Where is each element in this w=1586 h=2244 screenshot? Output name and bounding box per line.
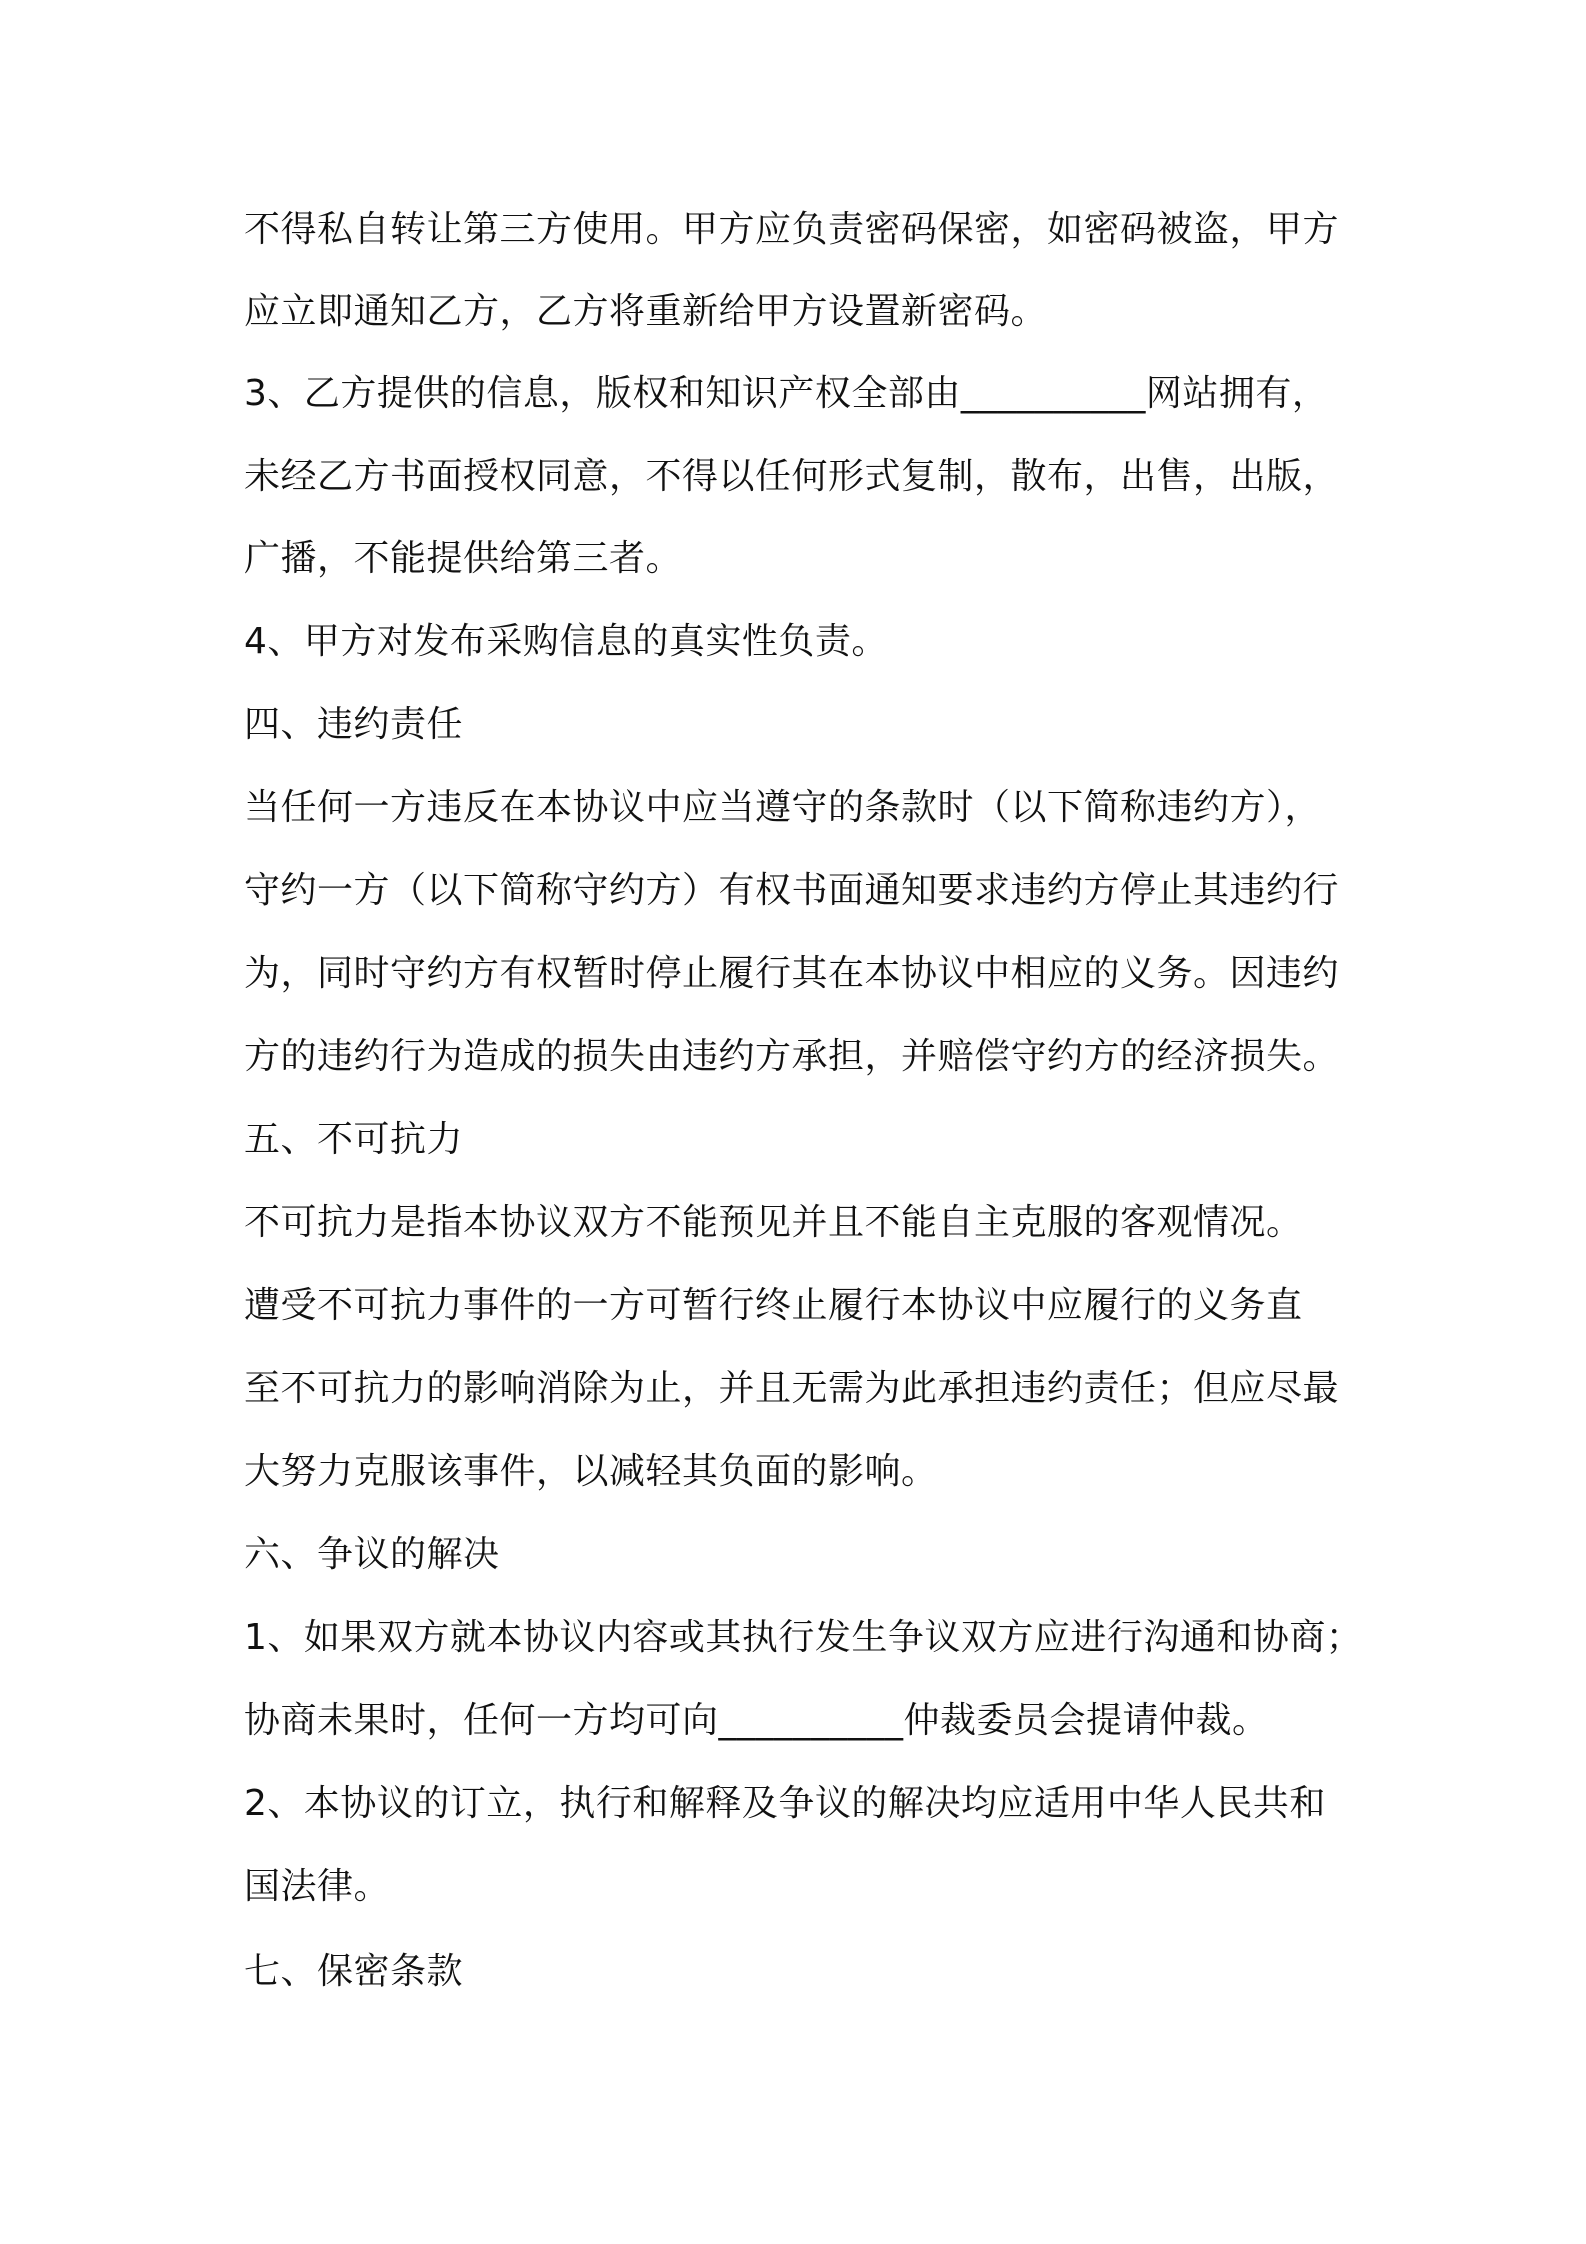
body-text-line: 方的违约行为造成的损失由违约方承担，并赔偿守约方的经济损失。 xyxy=(244,1036,1340,1077)
body-text-line: 至不可抗力的影响消除为止，并且无需为此承担违约责任；但应尽最 xyxy=(244,1368,1340,1409)
body-text-line: 当任何一方违反在本协议中应当遵守的条款时（以下简称违约方）， xyxy=(244,787,1322,828)
clause-4-line: 4、甲方对发布采购信息的真实性负责。 xyxy=(244,621,888,662)
dispute-clause-2-line: 2、本协议的订立，执行和解释及争议的解决均应适用中华人民共和 xyxy=(244,1783,1326,1824)
body-text-line: 协商未果时，任何一方均可向__________仲裁委员会提请仲裁。 xyxy=(244,1700,1269,1741)
body-text-line: 国法律。 xyxy=(244,1866,391,1907)
body-text-line: 不得私自转让第三方使用。甲方应负责密码保密，如密码被盗，甲方 xyxy=(244,209,1340,250)
section-heading-dispute: 六、争议的解决 xyxy=(244,1534,500,1575)
body-text-line: 守约一方（以下简称守约方）有权书面通知要求违约方停止其违约行 xyxy=(244,870,1340,911)
section-heading-confidentiality: 七、保密条款 xyxy=(244,1951,464,1992)
body-text-line: 为，同时守约方有权暂时停止履行其在本协议中相应的义务。因违约 xyxy=(244,953,1340,994)
body-text-line: 大努力克服该事件，以减轻其负面的影响。 xyxy=(244,1451,938,1492)
body-text-line: 不可抗力是指本协议双方不能预见并且不能自主克服的客观情况。 xyxy=(244,1202,1303,1243)
dispute-clause-1-line: 1、如果双方就本协议内容或其执行发生争议双方应进行沟通和协商； xyxy=(244,1617,1363,1658)
body-text-line: 遭受不可抗力事件的一方可暂行终止履行本协议中应履行的义务直 xyxy=(244,1285,1303,1326)
clause-3-line: 3、乙方提供的信息，版权和知识产权全部由__________网站拥有， xyxy=(244,373,1329,414)
body-text-line: 未经乙方书面授权同意，不得以任何形式复制，散布，出售，出版， xyxy=(244,456,1340,497)
body-text-line: 广播，不能提供给第三者。 xyxy=(244,538,683,579)
section-heading-breach: 四、违约责任 xyxy=(244,704,464,745)
section-heading-force-majeure: 五、不可抗力 xyxy=(244,1119,464,1160)
body-text-line: 应立即通知乙方，乙方将重新给甲方设置新密码。 xyxy=(244,291,1048,332)
